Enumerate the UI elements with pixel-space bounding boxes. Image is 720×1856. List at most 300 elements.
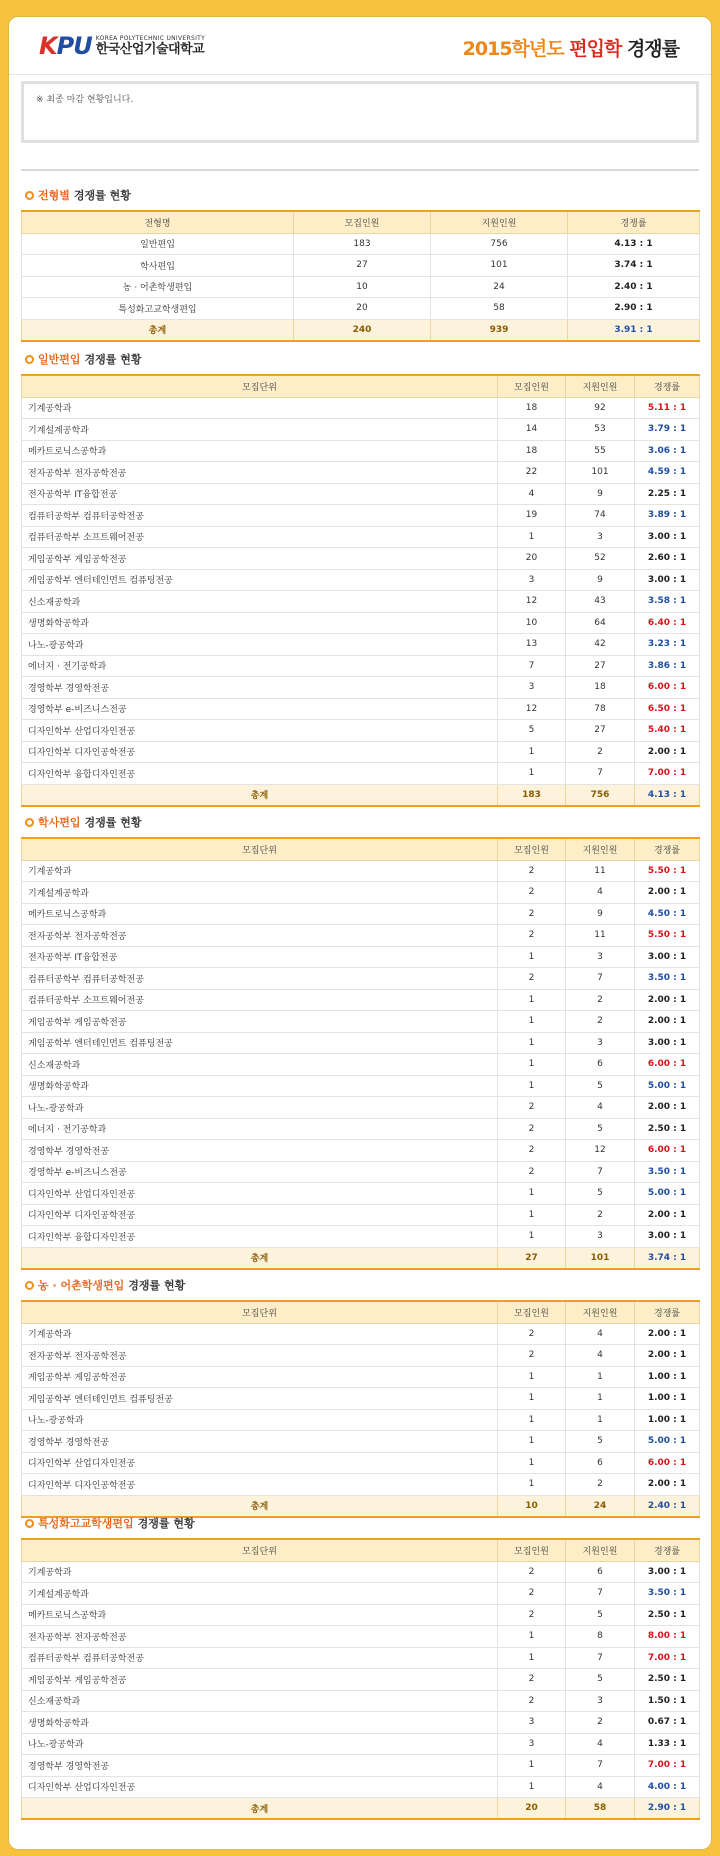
cell-applicants: 43 [566, 591, 635, 613]
table-row [22, 946, 700, 968]
cell-name: 기계공학과 [22, 860, 498, 882]
cell-applicants: 2 [566, 1474, 635, 1496]
cell-name: 경영학부 e-비즈니스전공 [22, 698, 498, 720]
table-row [22, 1323, 700, 1345]
cell-quota: 2 [498, 1118, 566, 1140]
cell-applicants: 18 [566, 677, 635, 699]
column-header: 지원인원 [431, 211, 568, 233]
section-title [21, 344, 699, 374]
cell-ratio: 2.00 : 1 [635, 1323, 700, 1345]
cell-name: 컴퓨터공학부 컴퓨터공학전공 [22, 968, 498, 990]
cell-name: 신소재공학과 [22, 1690, 498, 1712]
table-row [22, 1669, 700, 1691]
cell-quota: 2 [498, 1561, 566, 1583]
cell-quota: 2 [498, 1161, 566, 1183]
total-row [22, 784, 700, 806]
cell-name: 게임공학부 게임공학전공 [22, 1669, 498, 1691]
cell-ratio: 3.00 : 1 [635, 1561, 700, 1583]
section-title-highlight: 전형별 [38, 189, 70, 202]
cell-ratio: 2.40 : 1 [568, 276, 700, 298]
cell-applicants: 92 [566, 397, 635, 419]
cell-ratio: 5.00 : 1 [635, 1431, 700, 1453]
cell-ratio: 4.59 : 1 [635, 462, 700, 484]
table-row [22, 526, 700, 548]
table-row [22, 440, 700, 462]
cell-applicants: 11 [566, 925, 635, 947]
cell-applicants: 64 [566, 612, 635, 634]
column-header: 모집인원 [498, 1539, 566, 1561]
cell-name: 전자공학부 전자공학전공 [22, 1626, 498, 1648]
cell-quota: 1 [498, 526, 566, 548]
total-ratio: 3.91 : 1 [568, 319, 700, 341]
cell-name: 전자공학부 전자공학전공 [22, 925, 498, 947]
cell-ratio: 5.50 : 1 [635, 860, 700, 882]
total-name: 총계 [22, 319, 294, 341]
cell-name: 컴퓨터공학부 컴퓨터공학전공 [22, 505, 498, 527]
cell-ratio: 5.50 : 1 [635, 925, 700, 947]
table-row [22, 989, 700, 1011]
section-title-highlight: 농 · 어촌학생편입 [38, 1279, 125, 1292]
cell-name: 기계공학과 [22, 1323, 498, 1345]
table-row [22, 483, 700, 505]
cell-name: 전자공학부 전자공학전공 [22, 462, 498, 484]
cell-ratio: 3.89 : 1 [635, 505, 700, 527]
cell-applicants: 8 [566, 1626, 635, 1648]
logo-mark-pu: PU [56, 32, 92, 60]
cell-applicants: 27 [566, 720, 635, 742]
cell-ratio: 3.00 : 1 [635, 569, 700, 591]
cell-quota: 1 [498, 1226, 566, 1248]
cell-applicants: 55 [566, 440, 635, 462]
cell-name: 기계공학과 [22, 1561, 498, 1583]
cell-quota: 4 [498, 483, 566, 505]
cell-quota: 2 [498, 1583, 566, 1605]
cell-name: 게임공학부 엔터테인먼트 컴퓨팅전공 [22, 569, 498, 591]
cell-quota: 10 [294, 276, 431, 298]
cell-applicants: 5 [566, 1669, 635, 1691]
page-header [9, 17, 711, 75]
cell-name: 에너지 · 전기공학과 [22, 655, 498, 677]
cell-name: 게임공학부 엔터테인먼트 컴퓨팅전공 [22, 1388, 498, 1410]
cell-applicants: 7 [566, 1755, 635, 1777]
cell-applicants: 6 [566, 1452, 635, 1474]
cell-ratio: 3.00 : 1 [635, 946, 700, 968]
cell-applicants: 58 [431, 298, 568, 320]
cell-ratio: 3.86 : 1 [635, 655, 700, 677]
cell-quota: 12 [498, 591, 566, 613]
section-title-rest: 경쟁률 현황 [128, 1279, 186, 1292]
cell-ratio: 2.00 : 1 [635, 1097, 700, 1119]
cell-name: 경영학부 경영학전공 [22, 1140, 498, 1162]
cell-applicants: 52 [566, 548, 635, 570]
cell-ratio: 1.00 : 1 [635, 1409, 700, 1431]
cell-ratio: 2.00 : 1 [635, 1204, 700, 1226]
bullet-icon [25, 818, 34, 827]
table-row [22, 1776, 700, 1798]
bullet-icon [25, 355, 34, 364]
cell-name: 나노-광공학과 [22, 1409, 498, 1431]
cell-quota: 1 [498, 763, 566, 785]
cell-name: 메카트로닉스공학과 [22, 903, 498, 925]
cell-ratio: 3.50 : 1 [635, 1583, 700, 1605]
cell-quota: 1 [498, 1431, 566, 1453]
cell-quota: 2 [498, 1323, 566, 1345]
cell-quota: 1 [498, 1626, 566, 1648]
cell-ratio: 5.11 : 1 [635, 397, 700, 419]
table-row [22, 505, 700, 527]
table-row [22, 1161, 700, 1183]
cell-ratio: 2.50 : 1 [635, 1604, 700, 1626]
cell-quota: 3 [498, 569, 566, 591]
cell-quota: 1 [498, 1054, 566, 1076]
bullet-icon [25, 1519, 34, 1528]
cell-quota: 1 [498, 1776, 566, 1798]
cell-ratio: 6.00 : 1 [635, 1054, 700, 1076]
total-row [22, 1798, 700, 1820]
cell-applicants: 9 [566, 569, 635, 591]
cell-applicants: 3 [566, 526, 635, 548]
table-row [22, 255, 700, 277]
table-row [22, 1452, 700, 1474]
table-row [22, 1647, 700, 1669]
table-header-row [22, 838, 700, 860]
table-row [22, 1690, 700, 1712]
column-header: 모집단위 [22, 838, 498, 860]
cell-ratio: 3.58 : 1 [635, 591, 700, 613]
table-row [22, 1561, 700, 1583]
column-header: 경쟁률 [568, 211, 700, 233]
cell-applicants: 4 [566, 1345, 635, 1367]
cell-applicants: 4 [566, 882, 635, 904]
cell-quota: 5 [498, 720, 566, 742]
cell-applicants: 9 [566, 483, 635, 505]
cell-quota: 2 [498, 882, 566, 904]
cell-name: 일반편입 [22, 233, 294, 255]
cell-ratio: 4.50 : 1 [635, 903, 700, 925]
total-row [22, 319, 700, 341]
cell-applicants: 6 [566, 1054, 635, 1076]
cell-name: 생명화학공학과 [22, 1075, 498, 1097]
cell-ratio: 2.00 : 1 [635, 882, 700, 904]
cell-name: 메카트로닉스공학과 [22, 440, 498, 462]
total-applicants: 756 [566, 784, 635, 806]
cell-name: 전자공학부 전자공학전공 [22, 1345, 498, 1367]
cell-quota: 13 [498, 634, 566, 656]
table-row [22, 698, 700, 720]
cell-ratio: 4.00 : 1 [635, 1776, 700, 1798]
cell-name: 게임공학부 엔터테인먼트 컴퓨팅전공 [22, 1032, 498, 1054]
column-header: 지원인원 [566, 1539, 635, 1561]
cell-quota: 1 [498, 741, 566, 763]
table-header-row [22, 375, 700, 397]
cell-applicants: 27 [566, 655, 635, 677]
table-row [22, 1712, 700, 1734]
cell-name: 기계공학과 [22, 397, 498, 419]
cell-applicants: 12 [566, 1140, 635, 1162]
title-year: 2015학년도 [462, 38, 564, 60]
cell-applicants: 7 [566, 763, 635, 785]
cell-ratio: 3.74 : 1 [568, 255, 700, 277]
cell-name: 디자인학부 산업디자인전공 [22, 1776, 498, 1798]
section-title-rest: 경쟁률 현황 [84, 816, 142, 829]
competition-section [21, 807, 699, 1270]
cell-applicants: 3 [566, 946, 635, 968]
table-row [22, 612, 700, 634]
logo-mark-k: K [39, 32, 57, 60]
total-quota: 10 [498, 1495, 566, 1517]
cell-applicants: 756 [431, 233, 568, 255]
column-header: 모집단위 [22, 1539, 498, 1561]
bullet-icon [25, 191, 34, 200]
table-header-row [22, 1539, 700, 1561]
table-header-row [22, 211, 700, 233]
cell-name: 컴퓨터공학부 컴퓨터공학전공 [22, 1647, 498, 1669]
cell-quota: 2 [498, 903, 566, 925]
cell-name: 디자인학부 디자인공학전공 [22, 741, 498, 763]
cell-name: 전자공학부 IT융합전공 [22, 483, 498, 505]
cell-ratio: 3.79 : 1 [635, 419, 700, 441]
table-row [22, 1604, 700, 1626]
cell-ratio: 2.00 : 1 [635, 741, 700, 763]
cell-ratio: 2.00 : 1 [635, 1345, 700, 1367]
table-row [22, 1097, 700, 1119]
cell-applicants: 7 [566, 1161, 635, 1183]
cell-applicants: 5 [566, 1431, 635, 1453]
cell-ratio: 3.00 : 1 [635, 1226, 700, 1248]
section-title-highlight: 일반편입 [38, 353, 81, 366]
table-row [22, 1366, 700, 1388]
table-row [22, 397, 700, 419]
cell-name: 경영학부 e-비즈니스전공 [22, 1161, 498, 1183]
cell-quota: 20 [498, 548, 566, 570]
cell-quota: 1 [498, 1388, 566, 1410]
cell-quota: 12 [498, 698, 566, 720]
cell-applicants: 3 [566, 1032, 635, 1054]
column-header: 경쟁률 [635, 375, 700, 397]
table-row [22, 591, 700, 613]
cell-quota: 183 [294, 233, 431, 255]
section-title-highlight: 학사편입 [38, 816, 81, 829]
cell-name: 경영학부 경영학전공 [22, 677, 498, 699]
table-row [22, 462, 700, 484]
column-header: 경쟁률 [635, 1539, 700, 1561]
table-row [22, 276, 700, 298]
competition-table [21, 210, 700, 342]
table-row [22, 548, 700, 570]
column-header: 지원인원 [566, 838, 635, 860]
cell-name: 특성화고교학생편입 [22, 298, 294, 320]
section-title [21, 1270, 699, 1300]
cell-quota: 1 [498, 946, 566, 968]
cell-ratio: 2.00 : 1 [635, 1474, 700, 1496]
cell-applicants: 53 [566, 419, 635, 441]
cell-quota: 1 [498, 1183, 566, 1205]
section-title-rest: 경쟁률 현황 [73, 189, 131, 202]
cell-quota: 1 [498, 1204, 566, 1226]
cell-applicants: 5 [566, 1075, 635, 1097]
column-header: 전형명 [22, 211, 294, 233]
column-header: 모집인원 [498, 375, 566, 397]
cell-quota: 3 [498, 677, 566, 699]
section-title-rest: 경쟁률 현황 [84, 353, 142, 366]
cell-applicants: 5 [566, 1118, 635, 1140]
page-frame [8, 16, 712, 1850]
cell-ratio: 6.00 : 1 [635, 1140, 700, 1162]
competition-table [21, 1538, 700, 1820]
total-applicants: 58 [566, 1798, 635, 1820]
total-name: 총계 [22, 1495, 498, 1517]
total-quota: 27 [498, 1247, 566, 1269]
cell-quota: 1 [498, 1474, 566, 1496]
cell-quota: 10 [498, 612, 566, 634]
total-ratio: 4.13 : 1 [635, 784, 700, 806]
cell-name: 디자인학부 산업디자인전공 [22, 1183, 498, 1205]
cell-quota: 20 [294, 298, 431, 320]
university-logo[interactable] [39, 31, 205, 61]
total-ratio: 3.74 : 1 [635, 1247, 700, 1269]
cell-name: 기계설계공학과 [22, 882, 498, 904]
cell-name: 게임공학부 게임공학전공 [22, 1366, 498, 1388]
column-header: 모집단위 [22, 1301, 498, 1323]
table-row [22, 1032, 700, 1054]
cell-applicants: 3 [566, 1690, 635, 1712]
cell-ratio: 2.50 : 1 [635, 1669, 700, 1691]
table-header-row [22, 1301, 700, 1323]
table-row [22, 655, 700, 677]
table-row [22, 1011, 700, 1033]
table-row [22, 1226, 700, 1248]
total-quota: 240 [294, 319, 431, 341]
total-row [22, 1247, 700, 1269]
cell-name: 디자인학부 산업디자인전공 [22, 720, 498, 742]
competition-table [21, 1300, 700, 1518]
column-header: 모집인원 [498, 1301, 566, 1323]
cell-name: 신소재공학과 [22, 591, 498, 613]
cell-quota: 2 [498, 968, 566, 990]
cell-ratio: 6.00 : 1 [635, 677, 700, 699]
bullet-icon [25, 1281, 34, 1290]
cell-quota: 2 [498, 1345, 566, 1367]
column-header: 지원인원 [566, 1301, 635, 1323]
cell-applicants: 101 [566, 462, 635, 484]
cell-ratio: 2.25 : 1 [635, 483, 700, 505]
table-row [22, 1474, 700, 1496]
table-row [22, 1140, 700, 1162]
cell-applicants: 1 [566, 1409, 635, 1431]
section-title [21, 1508, 699, 1538]
total-name: 총계 [22, 1798, 498, 1820]
cell-quota: 3 [498, 1733, 566, 1755]
cell-quota: 2 [498, 1690, 566, 1712]
cell-quota: 1 [498, 1075, 566, 1097]
cell-ratio: 2.90 : 1 [568, 298, 700, 320]
cell-quota: 1 [498, 1032, 566, 1054]
table-row [22, 1075, 700, 1097]
cell-ratio: 3.00 : 1 [635, 1032, 700, 1054]
cell-ratio: 6.40 : 1 [635, 612, 700, 634]
section-title [21, 807, 699, 837]
table-row [22, 763, 700, 785]
column-header: 지원인원 [566, 375, 635, 397]
cell-ratio: 3.50 : 1 [635, 968, 700, 990]
cell-quota: 1 [498, 1011, 566, 1033]
total-applicants: 939 [431, 319, 568, 341]
cell-name: 나노-광공학과 [22, 634, 498, 656]
cell-quota: 19 [498, 505, 566, 527]
cell-applicants: 4 [566, 1776, 635, 1798]
cell-ratio: 6.00 : 1 [635, 1452, 700, 1474]
cell-applicants: 4 [566, 1097, 635, 1119]
cell-name: 컴퓨터공학부 소프트웨어전공 [22, 989, 498, 1011]
divider [21, 169, 699, 171]
cell-ratio: 5.00 : 1 [635, 1075, 700, 1097]
competition-section [21, 344, 699, 807]
cell-ratio: 2.00 : 1 [635, 989, 700, 1011]
cell-name: 게임공학부 게임공학전공 [22, 1011, 498, 1033]
cell-ratio: 3.06 : 1 [635, 440, 700, 462]
cell-ratio: 2.00 : 1 [635, 1011, 700, 1033]
cell-name: 나노-광공학과 [22, 1097, 498, 1119]
cell-applicants: 1 [566, 1366, 635, 1388]
column-header: 모집인원 [294, 211, 431, 233]
cell-quota: 3 [498, 1712, 566, 1734]
table-row [22, 1431, 700, 1453]
cell-applicants: 2 [566, 1011, 635, 1033]
table-row [22, 419, 700, 441]
cell-ratio: 5.00 : 1 [635, 1183, 700, 1205]
cell-ratio: 7.00 : 1 [635, 1647, 700, 1669]
cell-name: 컴퓨터공학부 소프트웨어전공 [22, 526, 498, 548]
cell-applicants: 4 [566, 1733, 635, 1755]
cell-applicants: 2 [566, 1712, 635, 1734]
cell-ratio: 3.00 : 1 [635, 526, 700, 548]
competition-section [21, 1270, 699, 1518]
cell-quota: 2 [498, 860, 566, 882]
cell-quota: 2 [498, 1604, 566, 1626]
cell-applicants: 101 [431, 255, 568, 277]
cell-name: 신소재공학과 [22, 1054, 498, 1076]
table-row [22, 968, 700, 990]
cell-applicants: 24 [431, 276, 568, 298]
table-row [22, 298, 700, 320]
cell-applicants: 2 [566, 741, 635, 763]
cell-applicants: 4 [566, 1323, 635, 1345]
section-title [21, 180, 699, 210]
cell-ratio: 1.33 : 1 [635, 1733, 700, 1755]
cell-quota: 1 [498, 1409, 566, 1431]
table-row [22, 233, 700, 255]
cell-applicants: 6 [566, 1561, 635, 1583]
cell-name: 게임공학부 게임공학전공 [22, 548, 498, 570]
table-row [22, 1183, 700, 1205]
cell-name: 경영학부 경영학전공 [22, 1431, 498, 1453]
total-applicants: 101 [566, 1247, 635, 1269]
cell-ratio: 1.50 : 1 [635, 1690, 700, 1712]
cell-ratio: 8.00 : 1 [635, 1626, 700, 1648]
cell-ratio: 4.13 : 1 [568, 233, 700, 255]
cell-applicants: 42 [566, 634, 635, 656]
logo-english-name: KOREA POLYTECHNIC UNIVERSITY [95, 34, 206, 42]
total-applicants: 24 [566, 1495, 635, 1517]
title-sub: 경쟁률 [626, 38, 679, 60]
competition-table [21, 837, 700, 1270]
cell-quota: 27 [294, 255, 431, 277]
cell-applicants: 5 [566, 1604, 635, 1626]
cell-ratio: 5.40 : 1 [635, 720, 700, 742]
cell-applicants: 2 [566, 1204, 635, 1226]
table-row [22, 925, 700, 947]
cell-applicants: 7 [566, 1583, 635, 1605]
